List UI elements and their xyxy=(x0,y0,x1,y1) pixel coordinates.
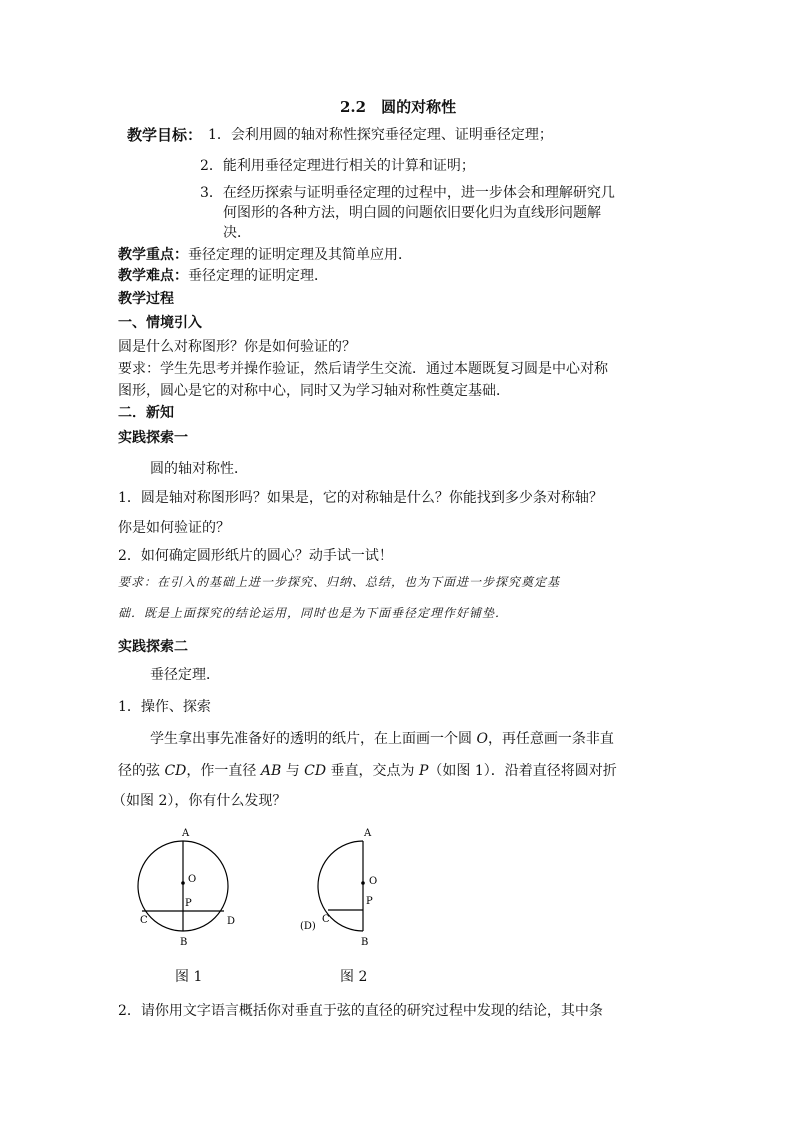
center-point xyxy=(361,881,365,885)
explore2-paragraph-line-3: （如图 2），你有什么发现？ xyxy=(112,793,287,809)
center-point xyxy=(181,881,185,885)
page-title: 2.2 圆的对称性 xyxy=(340,98,457,116)
key-point-label: 教学重点： xyxy=(118,247,188,263)
text-span: 学生拿出事先准备好的透明的纸片，在上面画一个圆 xyxy=(150,731,477,747)
key-point-text: 垂径定理的证明定理及其简单应用． xyxy=(188,247,412,263)
figure-2-caption: 图 2 xyxy=(340,969,368,985)
math-AB: AB xyxy=(260,763,282,779)
text-span: （如图 1）．沿着直径将圆对折 xyxy=(428,763,617,779)
difficulty xyxy=(118,265,328,285)
label-P: P xyxy=(366,896,373,907)
label-O: O xyxy=(188,874,197,885)
math-CD: CD xyxy=(164,763,187,779)
explore1-heading: 实践探索一 xyxy=(118,430,188,446)
math-P: P xyxy=(419,763,429,779)
difficulty-text: 垂径定理的证明定理． xyxy=(188,268,328,284)
label-A: A xyxy=(182,828,190,839)
explore2-paragraph-line-2 xyxy=(118,760,617,780)
section2-heading: 二．新知 xyxy=(118,405,174,421)
explore2-topic: 垂径定理． xyxy=(150,667,220,683)
section1-requirement-line-2: 图形，圆心是它的对称中心，同时又为学习轴对称性奠定基础． xyxy=(118,383,510,399)
text-span: 垂直，交点为 xyxy=(326,763,419,779)
explore1-requirement-line-2: 础．既是上面探究的结论运用，同时也是为下面垂径定理作好铺垫． xyxy=(118,606,509,620)
label-P: P xyxy=(185,898,192,909)
label-C: C xyxy=(140,915,148,926)
difficulty-label: 教学难点： xyxy=(118,268,188,284)
explore1-topic: 圆的轴对称性． xyxy=(150,461,248,477)
label-C: C xyxy=(322,914,330,925)
section1-heading: 一、情境引入 xyxy=(118,315,202,331)
label-B: B xyxy=(180,937,188,948)
label-A: A xyxy=(364,828,372,839)
section1-requirement-line-1: 要求：学生先思考并操作验证，然后请学生交流．通过本题既复习圆是中心对称 xyxy=(118,361,608,377)
figure-1-caption: 图 1 xyxy=(175,969,203,985)
process-heading: 教学过程 xyxy=(118,291,174,307)
label-D: D xyxy=(227,916,236,927)
explore1-requirement-line-1: 要求：在引入的基础上进一步探究、归纳、总结，也为下面进一步探究奠定基 xyxy=(118,575,561,589)
section1-question: 圆是什么对称图形？你是如何验证的？ xyxy=(118,339,356,355)
explore2-step-2: 2．请你用文字语言概括你对垂直于弦的直径的研究过程中发现的结论，其中条 xyxy=(118,1003,603,1019)
explore2-step-1: 1．操作、探索 xyxy=(118,699,211,715)
explore2-heading: 实践探索二 xyxy=(118,639,188,655)
goals-heading: 教学目标： xyxy=(127,126,203,144)
explore1-question-2: 2．如何确定圆形纸片的圆心？动手试一试！ xyxy=(118,548,393,564)
explore2-paragraph-line-1 xyxy=(150,728,614,748)
text-span: ，作一直径 xyxy=(186,763,261,779)
math-O: O xyxy=(476,731,488,747)
text-span: 与 xyxy=(281,763,305,779)
explore1-question-1-line-1: 1．圆是轴对称图形吗？如果是，它的对称轴是什么？你能找到多少条对称轴？ xyxy=(118,490,603,506)
key-point xyxy=(118,244,412,264)
goal-item-2: 2．能利用垂径定理进行相关的计算和证明； xyxy=(200,158,475,174)
figure-1-diagram xyxy=(130,822,250,952)
explore1-question-1-line-2: 你是如何验证的？ xyxy=(118,520,230,536)
goal-item-3-line-1: 3．在经历探索与证明垂径定理的过程中，进一步体会和理解研究几 xyxy=(200,185,615,201)
label-D: (D) xyxy=(300,921,316,932)
text-span: 径的弦 xyxy=(118,763,165,779)
label-O: O xyxy=(369,876,378,887)
text-span: ，再任意画一条非直 xyxy=(487,731,614,747)
math-CD: CD xyxy=(304,763,327,779)
goal-item-3-line-3: 决． xyxy=(223,225,251,241)
goal-item-1: 1．会利用圆的轴对称性探究垂径定理、证明垂径定理； xyxy=(208,127,553,143)
label-B: B xyxy=(361,937,369,948)
goal-item-3-line-2: 何图形的各种方法，明白圆的问题依旧要化归为直线形问题解 xyxy=(223,205,601,221)
figure-2-diagram xyxy=(296,822,396,952)
